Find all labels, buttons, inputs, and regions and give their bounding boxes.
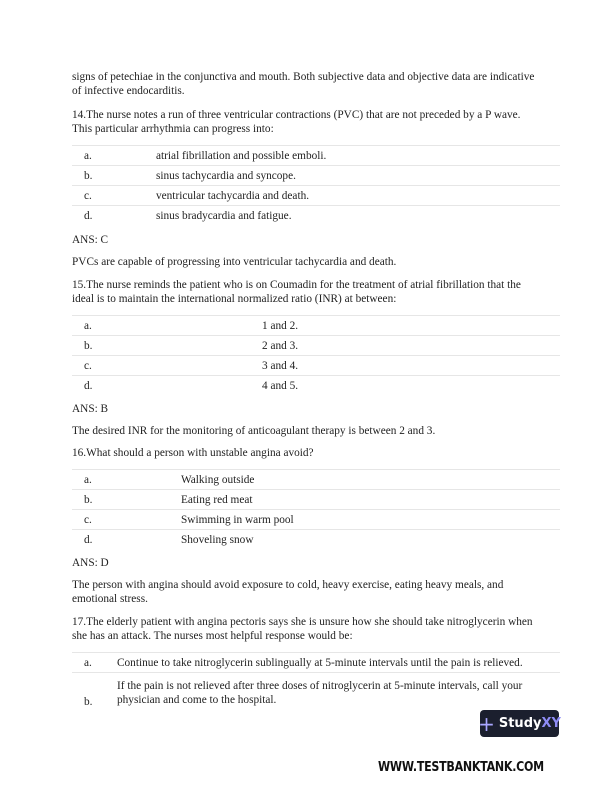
option-row[interactable] xyxy=(72,653,560,673)
option-row[interactable] xyxy=(72,376,560,396)
question-16-rationale: The person with angina should avoid exposure to cold, heavy exercise, eating heavy meals, and emotional stress. xyxy=(72,579,504,605)
option-text: Eating red meat xyxy=(181,490,560,510)
option-letter: c. xyxy=(72,186,156,206)
option-text: sinus bradycardia and fatigue. xyxy=(156,206,560,226)
badge-text xyxy=(499,716,561,731)
question-14-rationale: PVCs are capable of progressing into ventricular tachycardia and death. xyxy=(72,256,397,268)
option-letter: a. xyxy=(72,470,181,490)
plus-icon: + xyxy=(478,711,495,736)
option-text: 2 and 3. xyxy=(262,336,560,356)
option-row[interactable] xyxy=(72,336,560,356)
option-text: 3 and 4. xyxy=(262,356,560,376)
option-letter: c. xyxy=(72,356,262,376)
question-14-stem: 14.The nurse notes a run of three ventricular contractions (PVC) that are not preceded by a P wave. This particular arrhythmia can progress into: xyxy=(72,109,521,135)
option-row[interactable] xyxy=(72,490,560,510)
option-text: sinus tachycardia and syncope. xyxy=(156,166,560,186)
question-14-options xyxy=(72,145,560,225)
option-text: 4 and 5. xyxy=(262,376,560,396)
option-text: ventricular tachycardia and death. xyxy=(156,186,560,206)
option-row[interactable] xyxy=(72,206,560,226)
option-letter: a. xyxy=(72,146,156,166)
question-17-stem: 17.The elderly patient with angina pectoris says she is unsure how she should take nitroglycerin when she has an attack. The nurses most helpful response would be: xyxy=(72,616,533,642)
question-16-stem: 16.What should a person with unstable angina avoid? xyxy=(72,447,314,459)
option-letter: b. xyxy=(72,336,262,356)
option-letter: b. xyxy=(72,673,117,713)
badge-suffix: XY xyxy=(541,716,561,731)
option-letter: b. xyxy=(72,166,156,186)
option-letter: d. xyxy=(72,530,181,550)
question-17-options xyxy=(72,652,560,712)
option-row[interactable] xyxy=(72,146,560,166)
badge-prefix: Study xyxy=(498,716,542,731)
option-row[interactable] xyxy=(72,166,560,186)
option-row[interactable] xyxy=(72,186,560,206)
option-row[interactable] xyxy=(72,530,560,550)
question-15-options xyxy=(72,315,560,395)
question-15-rationale: The desired INR for the monitoring of anticoagulant therapy is between 2 and 3. xyxy=(72,425,436,437)
option-row[interactable] xyxy=(72,316,560,336)
option-row[interactable] xyxy=(72,470,560,490)
option-letter: d. xyxy=(72,376,262,396)
option-text: atrial fibrillation and possible emboli. xyxy=(156,146,560,166)
option-text: 1 and 2. xyxy=(262,316,560,336)
option-letter: c. xyxy=(72,510,181,530)
footer-url: WWW.TESTBANKTANK.COM xyxy=(378,760,544,775)
option-row[interactable] xyxy=(72,356,560,376)
option-letter: d. xyxy=(72,206,156,226)
option-text: Continue to take nitroglycerin sublingually at 5-minute intervals until the pain is relieved. xyxy=(117,653,560,673)
question-15-answer: ANS: B xyxy=(72,403,109,415)
question-15-stem: 15.The nurse reminds the patient who is on Coumadin for the treatment of atrial fibrillation that the ideal is to maintain the international normalized ratio (INR) at between: xyxy=(72,279,521,305)
studyxy-logo-badge[interactable] xyxy=(480,710,559,737)
question-14-answer: ANS: C xyxy=(72,234,109,246)
question-16-answer: ANS: D xyxy=(72,557,109,569)
option-letter: a. xyxy=(72,653,117,673)
option-text: Swimming in warm pool xyxy=(181,510,560,530)
option-text: If the pain is not relieved after three doses of nitroglycerin at 5-minute intervals, call your physician and come to the hospital. xyxy=(117,673,560,713)
option-row[interactable] xyxy=(72,673,560,713)
option-text: Shoveling snow xyxy=(181,530,560,550)
option-letter: a. xyxy=(72,316,262,336)
intro-paragraph: signs of petechiae in the conjunctiva and mouth. Both subjective data and objective data are indicative of infective endocarditis. xyxy=(72,71,535,97)
option-row[interactable] xyxy=(72,510,560,530)
option-letter: b. xyxy=(72,490,181,510)
option-text: Walking outside xyxy=(181,470,560,490)
question-16-options xyxy=(72,469,560,549)
